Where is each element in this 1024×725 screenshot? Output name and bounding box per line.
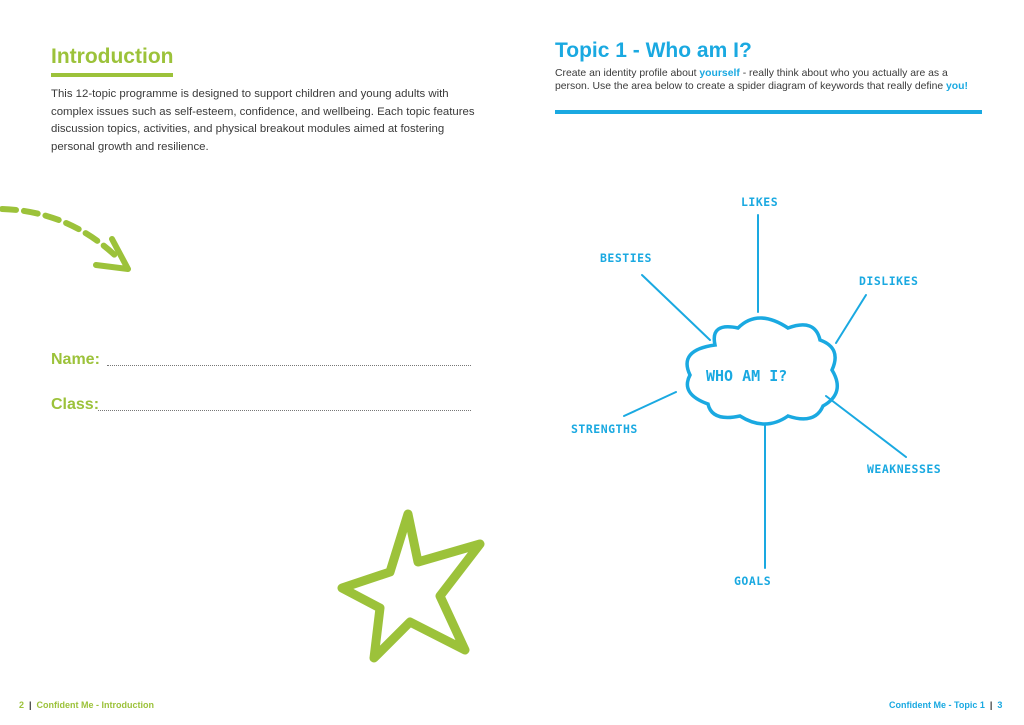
topic-title: Topic 1 - Who am I? [555, 39, 752, 62]
page-number: 3 [997, 700, 1003, 710]
footer-title: Confident Me - Introduction [36, 700, 155, 710]
desc-text: - really think about who you actually are as a person. Use the area below to create a spider diagram of keywords that really define [555, 68, 948, 92]
label-dislikes: DISLIKES [859, 274, 919, 288]
name-label: Name: [51, 351, 100, 368]
connector-strengths [624, 392, 676, 416]
desc-emphasis: yourself [699, 68, 740, 79]
star-icon [330, 500, 495, 670]
connector-besties [642, 275, 710, 340]
label-besties: BESTIES [600, 251, 652, 265]
dashed-arrow-icon [0, 195, 140, 285]
label-goals: GOALS [734, 574, 772, 588]
footer-left: 2 | Confident Me - Introduction [19, 700, 155, 710]
name-field[interactable] [107, 365, 471, 366]
connector-dislikes [836, 295, 866, 343]
title-rule [555, 110, 982, 114]
connector-weaknesses [826, 396, 906, 457]
label-weaknesses: WEAKNESSES [867, 462, 942, 476]
intro-paragraph: This 12-topic programme is designed to support children and young adults with complex issues such as self-esteem, confidence, and wellbeing. Each topic features discussion topics, activities, and physical breakout modules aimed at fostering personal growth and resilience. [51, 88, 475, 153]
desc-emphasis: you! [946, 81, 968, 92]
spider-diagram [540, 180, 980, 600]
label-likes: LIKES [741, 195, 779, 209]
desc-text: Create an identity profile about [555, 68, 700, 79]
footer-title: Confident Me - Topic 1 [889, 700, 985, 710]
class-field[interactable] [98, 410, 471, 411]
class-label: Class: [51, 396, 100, 413]
label-strengths: STRENGTHS [571, 422, 638, 436]
center-topic: WHO AM I? [706, 367, 788, 385]
topic-description [555, 67, 975, 93]
footer-right: Confident Me - Topic 1 | 3 [889, 700, 1003, 710]
page-title: Introduction [51, 44, 173, 77]
page-number: 2 [19, 700, 25, 710]
